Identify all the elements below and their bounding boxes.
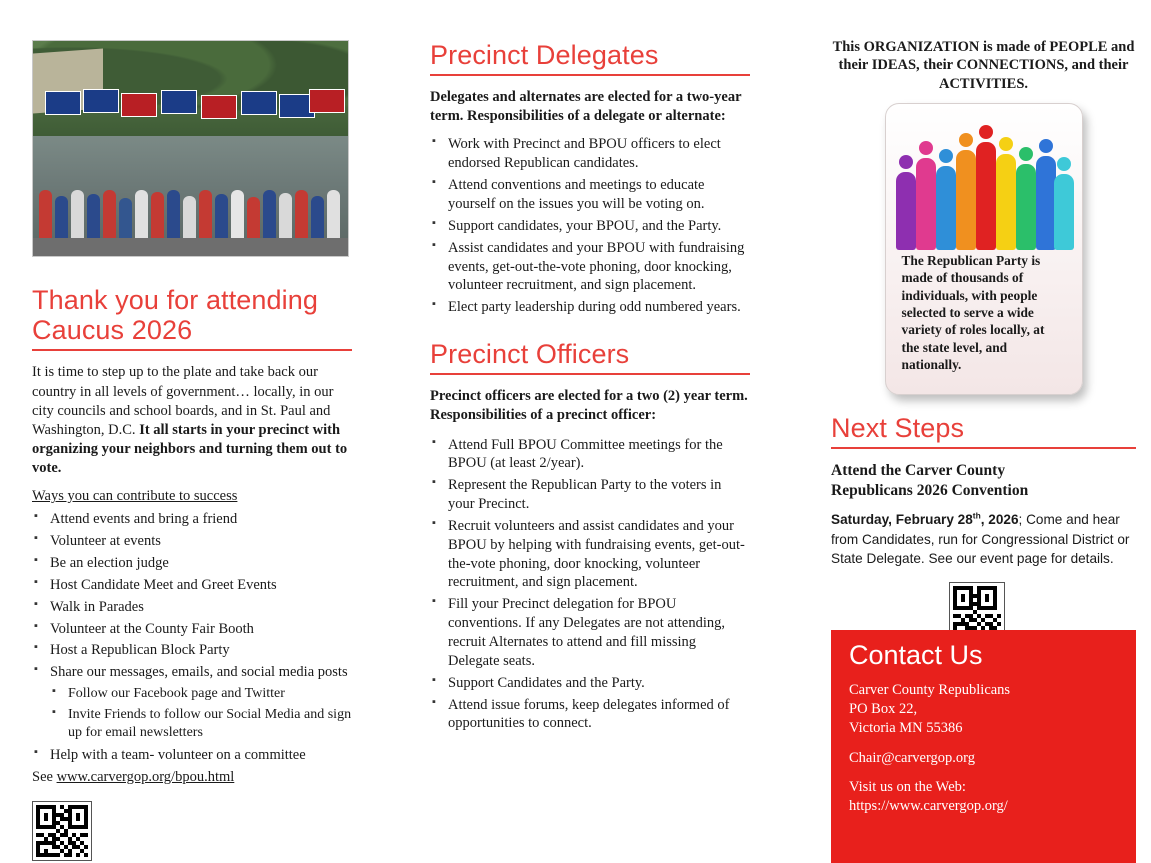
convention-title: Attend the Carver County Republicans 2026 Convention: [831, 462, 1029, 500]
middle-column: [430, 40, 750, 736]
list-item: ▪ Be an election judge: [32, 554, 352, 573]
list-item: ▪ Invite Friends to follow our Social Media and sign up for email newsletters: [50, 706, 352, 742]
list-item: ▪ Walk in Parades: [32, 598, 352, 617]
delegates-list: [430, 135, 750, 317]
qr-code-left[interactable]: [32, 801, 92, 861]
list-item: ▪ Elect party leadership during odd numbered years.: [430, 298, 750, 317]
website-link[interactable]: https://www.carvergop.org/: [849, 798, 1008, 815]
officers-list: [430, 436, 750, 734]
contact-box: [831, 630, 1136, 863]
next-steps-divider: [831, 447, 1136, 449]
ways-sublist: [50, 685, 352, 743]
list-item: ▪ Work with Precinct and BPOU officers to elect endorsed Republican candidates.: [430, 135, 750, 173]
contact-email[interactable]: Chair@carvergop.org: [849, 749, 975, 766]
intro-paragraph: It is time to step up to the plate and take back our country in all levels of government… locally, in our city councils and school boards, and in St. Paul and Washington, D.C. It all starts in your precinct with organizing your neighbors and turning them out to vote.: [32, 364, 348, 477]
list-item: ▪ Attend conventions and meetings to educate yourself on the issues you will be voting on.: [430, 176, 750, 214]
right-column: [831, 38, 1136, 638]
list-item: ▪ Assist candidates and your BPOU with fundraising events, get-out-the-vote phoning, door knocking, volunteer recruitment, and sign placement.: [430, 239, 750, 296]
officers-intro: Precinct officers are elected for a two (2) year term. Responsibilities of a precinct officer:: [430, 388, 748, 424]
crowd-figures: [33, 142, 348, 242]
ways-list: [32, 510, 352, 764]
officers-divider: [430, 373, 750, 375]
list-item: ▪ Support candidates, your BPOU, and the Party.: [430, 217, 750, 236]
page-title-line1: Thank you for attending: [32, 285, 318, 315]
see-link-line: See www.carvergop.org/bpou.html: [32, 768, 235, 785]
list-item: ▪ Attend events and bring a friend: [32, 510, 352, 529]
contact-heading: Contact Us: [849, 640, 983, 670]
contact-address: Carver County Republicans PO Box 22, Victoria MN 55386: [849, 682, 1011, 736]
caucus-group-photo: [32, 40, 349, 257]
bpou-link[interactable]: www.carvergop.org/bpou.html: [56, 768, 235, 785]
precinct-delegates-heading: Precinct Delegates: [430, 40, 659, 70]
list-item: ▪ Recruit volunteers and assist candidates and your BPOU by helping with fundraising events, get-out-the-vote phoning, door knocking, volunteer recruitment, and sign placement.: [430, 517, 750, 592]
list-item: ▪ Volunteer at events: [32, 532, 352, 551]
event-date: Saturday, February 28: [831, 512, 973, 528]
list-item: ▪ Follow our Facebook page and Twitter: [50, 685, 352, 703]
organization-graphic: [885, 103, 1083, 395]
list-item: ▪ Attend issue forums, keep delegates informed of opportunities to connect.: [430, 696, 750, 734]
left-column: [32, 40, 352, 861]
delegates-intro: Delegates and alternates are elected for a two-year term. Responsibilities of a delegate or alternate:: [430, 89, 742, 125]
organization-card-text: The Republican Party is made of thousands of individuals, with people selected to serve a wide variety of roles locally, at the state level, and nationally.: [901, 252, 1045, 373]
title-divider: [32, 349, 352, 351]
list-item: ▪ Support Candidates and the Party.: [430, 674, 750, 693]
ways-heading: Ways you can contribute to success: [32, 488, 238, 505]
list-item: ▪ Represent the Republican Party to the voters in your Precinct.: [430, 476, 750, 514]
precinct-officers-heading: Precinct Officers: [430, 339, 630, 370]
list-item: ▪ Attend Full BPOU Committee meetings for the BPOU (at least 2/year).: [430, 436, 750, 474]
organization-intro: This ORGANIZATION is made of PEOPLE and their IDEAS, their CONNECTIONS, and their ACTIVITIES.: [832, 39, 1135, 92]
page-title: [32, 285, 352, 345]
list-item: ▪ Host a Republican Block Party: [32, 641, 352, 660]
people-figures: [886, 110, 1082, 250]
list-item: ▪ Help with a team- volunteer on a committee: [32, 746, 352, 765]
page-title-line2: Caucus 2026: [32, 315, 193, 346]
list-item: ▪ Volunteer at the County Fair Booth: [32, 620, 352, 639]
list-item: ▪ Host Candidate Meet and Greet Events: [32, 576, 352, 595]
list-item: ▪ Share our messages, emails, and social media posts: [32, 663, 352, 682]
event-details: Saturday, February 28th, 2026; Come and hear from Candidates, run for Congressional District or State Delegate. See our event page for details.: [831, 510, 1130, 566]
next-steps-heading: Next Steps: [831, 412, 965, 443]
delegates-divider: [430, 74, 750, 76]
contact-web: Visit us on the Web: https://www.carvergop.org/: [849, 779, 1008, 815]
list-item: ▪ Fill your Precinct delegation for BPOU conventions. If any Delegates are not attending, recruit Alternates to attend and fill missing Delegate seats.: [430, 595, 750, 670]
